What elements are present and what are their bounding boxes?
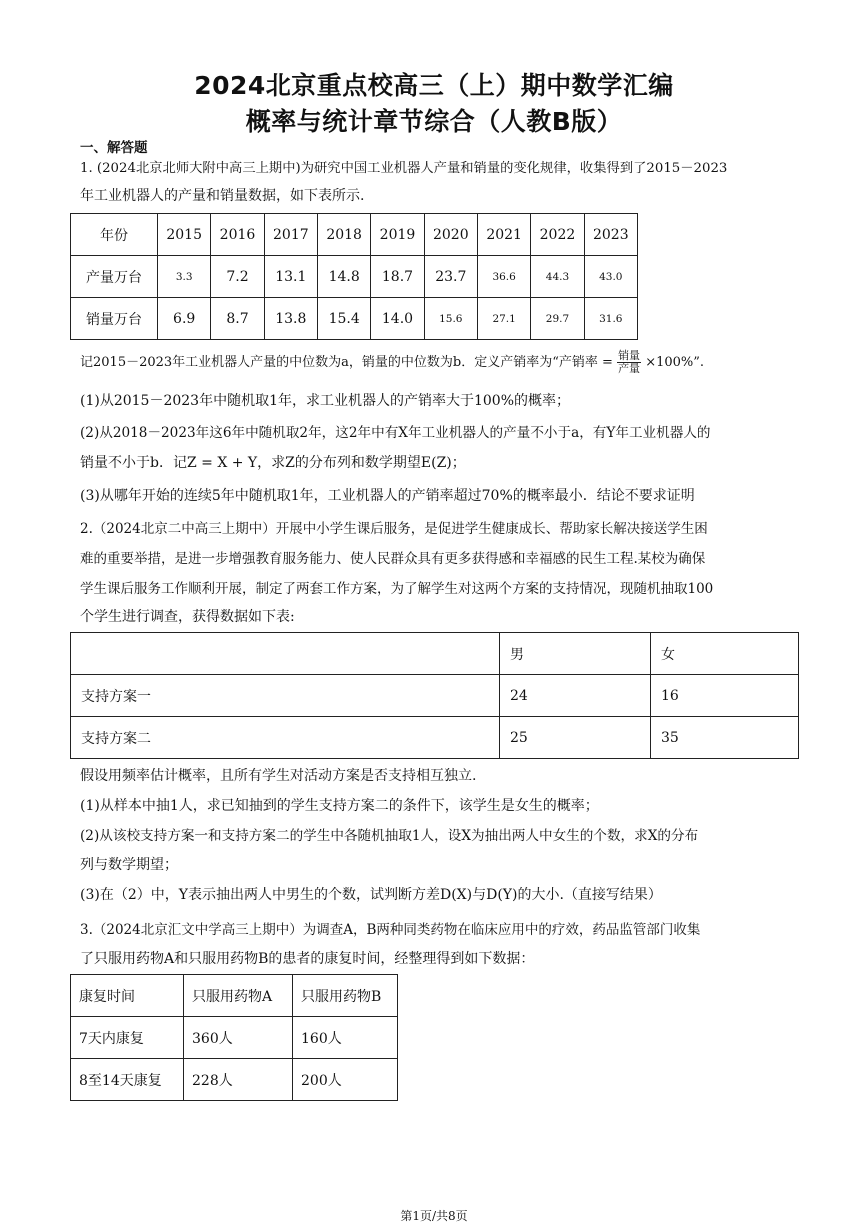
q2-stem-line4: 个学生进行调查，获得数据如下表: [80, 609, 295, 625]
section-label: 一、解答题 [80, 140, 148, 156]
table-row [71, 975, 398, 1017]
table-cell: 2022 [531, 214, 584, 256]
table-cell: 支持方案二 [71, 717, 500, 759]
page-title: 2024北京重点校高三（上）期中数学汇编 [194, 71, 674, 100]
q2-stem-line1: 2.（2024北京二中高三上期中）开展中小学生课后服务，是促进学生健康成长、帮助家长解决接送学生困 [80, 521, 708, 537]
table-cell: 200人 [293, 1059, 398, 1101]
table-cell: 年份 [71, 214, 158, 256]
q3-data-table [70, 974, 398, 1101]
table-cell: 2019 [371, 214, 424, 256]
table-cell: 2017 [264, 214, 317, 256]
table-cell: 15.6 [424, 298, 477, 340]
q1-stem-line2: 年工业机器人的产量和销量数据，如下表所示. [80, 188, 365, 204]
table-cell: 16 [651, 675, 799, 717]
table-cell: 160人 [293, 1017, 398, 1059]
fraction-numerator: 销量 [618, 349, 641, 362]
table-cell: 只服用药物A [184, 975, 293, 1017]
table-cell: 8.7 [211, 298, 264, 340]
table-cell: 8至14天康复 [71, 1059, 184, 1101]
table-row [71, 1017, 398, 1059]
page-footer: 第1页/共8页 [400, 1209, 468, 1223]
table-cell: 44.3 [531, 256, 584, 298]
table-cell: 2016 [211, 214, 264, 256]
table-cell: 产量万台 [71, 256, 158, 298]
table-cell: 43.0 [584, 256, 637, 298]
q2-part3: (3)在（2）中，Y表示抽出两人中男生的个数，试判断方差D(X)与D(Y)的大小.（直接写结果） [80, 887, 662, 903]
table-cell: 男 [500, 633, 651, 675]
table-cell: 14.8 [317, 256, 370, 298]
q2-stem-line2: 难的重要举措，是进一步增强教育服务能力、使人民群众具有更多获得感和幸福感的民生工程.某校为确保 [80, 551, 706, 567]
q3-stem-line2: 了只服用药物A和只服用药物B的患者的康复时间，经整理得到如下数据： [80, 951, 535, 967]
table-cell: 14.0 [371, 298, 424, 340]
q2-part2-line2: 列与数学期望； [80, 857, 178, 873]
table-cell: 支持方案一 [71, 675, 500, 717]
table-row [71, 214, 638, 256]
table-row [71, 717, 799, 759]
table-cell: 2023 [584, 214, 637, 256]
q2-data-table [70, 632, 799, 759]
definition-suffix: ×100%”. [645, 355, 705, 370]
q1-part3: (3)从哪年开始的连续5年中随机取1年，工业机器人的产销率超过70%的概率最小．结论不要求证明 [80, 488, 695, 504]
q1-part2-line2: 销量不小于b．记Z = X + Y，求Z的分布列和数学期望E(Z)； [80, 455, 466, 471]
table-row [71, 298, 638, 340]
q1-stem-line1: 1. (2024北京北师大附中高三上期中)为研究中国工业机器人产量和销量的变化规律，收集得到了2015－2023 [80, 161, 728, 176]
table-row [71, 633, 799, 675]
table-cell: 18.7 [371, 256, 424, 298]
table-cell: 13.1 [264, 256, 317, 298]
table-cell: 2015 [158, 214, 211, 256]
q1-data-table [70, 213, 638, 340]
table-cell: 2020 [424, 214, 477, 256]
q3-stem-line1: 3.（2024北京汇文中学高三上期中）为调查A，B两种同类药物在临床应用中的疗效，药品监管部门收集 [80, 922, 701, 938]
table-cell: 2018 [317, 214, 370, 256]
table-cell: 7天内康复 [71, 1017, 184, 1059]
definition-text: 记2015－2023年工业机器人产量的中位数为a，销量的中位数为b．定义产销率为“产销率 = [80, 355, 613, 370]
q2-assumption: 假设用频率估计概率，且所有学生对活动方案是否支持相互独立. [80, 768, 477, 784]
table-cell: 15.4 [317, 298, 370, 340]
table-cell: 3.3 [158, 256, 211, 298]
table-cell: 7.2 [211, 256, 264, 298]
q1-part2-line1: (2)从2018－2023年这6年中随机取2年，这2年中有X年工业机器人的产量不小于a，有Y年工业机器人的 [80, 425, 711, 441]
table-cell: 29.7 [531, 298, 584, 340]
table-cell [71, 633, 500, 675]
table-cell: 360人 [184, 1017, 293, 1059]
table-cell: 228人 [184, 1059, 293, 1101]
table-row [71, 1059, 398, 1101]
table-cell: 36.6 [477, 256, 530, 298]
table-cell: 只服用药物B [293, 975, 398, 1017]
table-cell: 女 [651, 633, 799, 675]
q1-definition [80, 350, 704, 375]
table-cell: 销量万台 [71, 298, 158, 340]
table-cell: 23.7 [424, 256, 477, 298]
fraction-denominator: 产量 [618, 362, 641, 375]
table-cell: 13.8 [264, 298, 317, 340]
table-cell: 2021 [477, 214, 530, 256]
q1-part1: (1)从2015－2023年中随机取1年，求工业机器人的产销率大于100%的概率； [80, 393, 571, 409]
table-cell: 31.6 [584, 298, 637, 340]
table-cell: 35 [651, 717, 799, 759]
table-cell: 康复时间 [71, 975, 184, 1017]
table-cell: 27.1 [477, 298, 530, 340]
fraction [617, 350, 641, 375]
table-row [71, 256, 638, 298]
q2-part2-line1: (2)从该校支持方案一和支持方案二的学生中各随机抽取1人，设X为抽出两人中女生的个数，求X的分布 [80, 828, 699, 844]
page-subtitle: 概率与统计章节综合（人教B版） [245, 107, 623, 136]
q2-stem-line3: 学生课后服务工作顺利开展，制定了两套工作方案，为了解学生对这两个方案的支持情况，现随机抽取100 [80, 581, 714, 597]
table-cell: 25 [500, 717, 651, 759]
table-cell: 24 [500, 675, 651, 717]
q2-part1: (1)从样本中抽1人，求已知抽到的学生支持方案二的条件下，该学生是女生的概率； [80, 798, 599, 814]
table-cell: 6.9 [158, 298, 211, 340]
table-row [71, 675, 799, 717]
